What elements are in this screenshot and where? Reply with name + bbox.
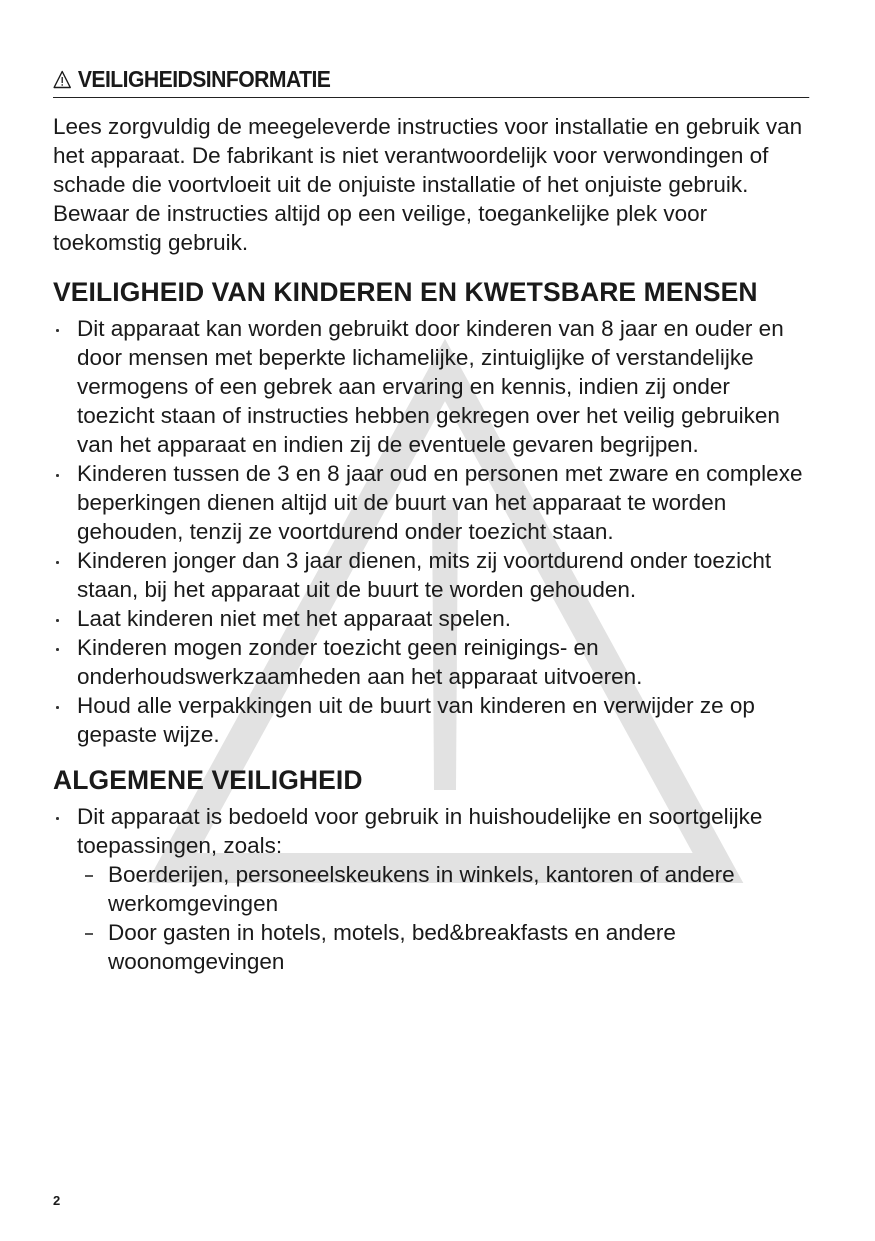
children-safety-list <box>53 314 810 749</box>
section-header <box>53 66 809 98</box>
sub-list-item: Boerderijen, personeelskeukens in winkels, kantoren of andere werkomgevingen <box>77 860 810 918</box>
general-safety-list <box>53 802 810 976</box>
list-item: Dit apparaat kan worden gebruikt door kinderen van 8 jaar en ouder en door mensen met beperkte lichamelijke, zintuiglijke of verstandelijke vermogens of een gebrek aan ervaring en kennis, indien zij onder toezicht staan of instructies hebben gekregen over het veilig gebruiken van het apparaat en indien zij de eventuele gevaren begrijpen. <box>53 314 810 459</box>
section-title: VEILIGHEIDSINFORMATIE <box>77 66 331 92</box>
children-safety-heading: VEILIGHEID VAN KINDEREN EN KWETSBARE MENSEN <box>53 277 758 307</box>
sub-list <box>77 860 810 976</box>
document-page <box>53 66 810 976</box>
list-item: Kinderen mogen zonder toezicht geen reinigings- en onderhoudswerkzaamheden aan het apparaat uitvoeren. <box>53 633 810 691</box>
intro-paragraph: Lees zorgvuldig de meegeleverde instructies voor installatie en gebruik van het apparaat. De fabrikant is niet verantwoordelijk voor verwondingen of schade die voortvloeit uit de onjuiste installatie of het onjuiste gebruik. Bewaar de instructies altijd op een veilige, toegankelijke plek voor toekomstig gebruik. <box>53 114 803 255</box>
general-safety-heading: ALGEMENE VEILIGHEID <box>53 765 363 795</box>
list-item: Kinderen tussen de 3 en 8 jaar oud en personen met zware en complexe beperkingen dienen altijd uit de buurt van het apparaat te worden gehouden, tenzij ze voortdurend onder toezicht staan. <box>53 459 810 546</box>
sub-list-item: Door gasten in hotels, motels, bed&breakfasts en andere woonomgevingen <box>77 918 810 976</box>
list-item: Houd alle verpakkingen uit de buurt van kinderen en verwijder ze op gepaste wijze. <box>53 691 810 749</box>
list-item: Laat kinderen niet met het apparaat spelen. <box>53 604 810 633</box>
list-item-text: Dit apparaat is bedoeld voor gebruik in huishoudelijke en soortgelijke toepassingen, zoals: <box>77 804 763 858</box>
list-item <box>53 802 810 976</box>
page-number: 2 <box>53 1193 61 1208</box>
warning-triangle-icon <box>53 70 71 89</box>
list-item: Kinderen jonger dan 3 jaar dienen, mits zij voortdurend onder toezicht staan, bij het apparaat uit de buurt te worden gehouden. <box>53 546 810 604</box>
